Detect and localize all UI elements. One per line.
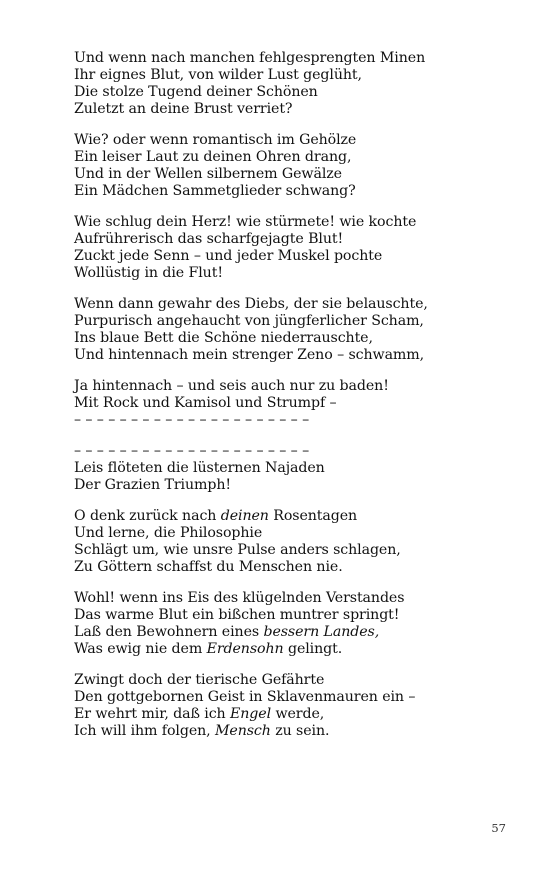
poem-line [74,641,514,658]
line-text: Zwingt doch der tierische Gefährte [74,672,325,688]
poem-line [74,508,514,525]
line-text: Wohl! wenn ins Eis des klügelnden Verstandes [74,590,405,606]
line-text: Rosentagen [268,508,358,524]
line-text: O denk zurück nach [74,508,221,524]
poem-line [74,477,514,494]
line-text: Wie schlug dein Herz! wie stürmete! wie kochte [74,214,417,230]
poem-line [74,84,514,101]
line-text: Ja hintennach – und seis auch nur zu baden! [74,378,389,394]
line-text: Die stolze Tugend deiner Schönen [74,84,318,100]
stanza [74,672,514,740]
poem-line [74,296,514,313]
poem-line [74,378,514,395]
line-text: zu sein. [270,723,330,739]
line-text: – – – – – – – – – – – – – – – – – – – – – [74,412,310,428]
line-text: Laß den Bewohnern eines [74,624,264,640]
poem-line [74,214,514,231]
line-text: Schlägt um, wie unsre Pulse anders schlagen, [74,542,401,558]
poem-line [74,67,514,84]
emphasized-word: bessern Landes, [263,624,380,640]
line-text: Mit Rock und Kamisol und Strumpf – [74,395,337,411]
emphasized-word: Erdensohn [206,641,284,657]
poem-line [74,132,514,149]
poem-line [74,183,514,200]
line-text: Ich will ihm folgen, [74,723,215,739]
poem-line [74,347,514,364]
stanza [74,50,514,118]
line-text: Leis flöteten die lüsternen Najaden [74,460,325,476]
line-text: Er wehrt mir, daß ich [74,706,231,722]
line-text: Zuckt jede Senn – und jeder Muskel pochte [74,248,383,264]
poem-line [74,706,514,723]
poem-line [74,166,514,183]
stanza [74,214,514,282]
poem-line [74,559,514,576]
line-text: Und hintennach mein strenger Zeno – schwamm, [74,347,425,363]
poem-line [74,330,514,347]
page-number: 57 [491,821,506,835]
poem-line [74,624,514,641]
line-text: Ihr eignes Blut, von wilder Lust geglüht, [74,67,362,83]
line-text: Und in der Wellen silbernem Gewälze [74,166,342,182]
poem-line [74,590,514,607]
line-text: Ins blaue Bett die Schöne niederrauschte, [74,330,373,346]
line-text: Ein leiser Laut zu deinen Ohren drang, [74,149,352,165]
line-text: Was ewig nie dem [74,641,207,657]
poem-line [74,395,514,412]
poem-line [74,265,514,282]
stanza [74,590,514,658]
line-text: Ein Mädchen Sammetglieder schwang? [74,183,356,199]
poem-line [74,460,514,477]
poem-line [74,412,514,429]
poem-line [74,231,514,248]
line-text: Wollüstig in die Flut! [74,265,223,281]
emphasized-word: deinen [220,508,269,524]
poem-line [74,607,514,624]
poem-text [74,50,514,754]
line-text: Zuletzt an deine Brust verriet? [74,101,293,117]
poem-line [74,525,514,542]
stanza [74,508,514,576]
stanza [74,296,514,364]
line-text: Purpurisch angehaucht von jüngferlicher Scham, [74,313,424,329]
poem-line [74,101,514,118]
poem-line [74,672,514,689]
poem-line [74,313,514,330]
poem-line [74,723,514,740]
line-text: Und wenn nach manchen fehlgesprengten Minen [74,50,426,66]
line-text: Wenn dann gewahr des Diebs, der sie belauschte, [74,296,428,312]
poem-line [74,149,514,166]
emphasized-word: Mensch [214,723,271,739]
line-text: Den gottgebornen Geist in Sklavenmauren ein – [74,689,416,705]
poem-line [74,689,514,706]
line-text: Zu Göttern schaffst du Menschen nie. [74,559,343,575]
poem-line [74,443,514,460]
poem-line [74,50,514,67]
line-text: Das warme Blut ein bißchen muntrer springt! [74,607,400,623]
emphasized-word: Engel [230,706,272,722]
line-text: Aufrührerisch das scharfgejagte Blut! [74,231,344,247]
line-text: Der Grazien Triumph! [74,477,231,493]
line-text: – – – – – – – – – – – – – – – – – – – – – [74,443,310,459]
poem-line [74,248,514,265]
stanza [74,443,514,494]
line-text: Und lerne, die Philosophie [74,525,263,541]
line-text: gelingt. [283,641,343,657]
line-text: Wie? oder wenn romantisch im Gehölze [74,132,357,148]
stanza [74,378,514,429]
stanza [74,132,514,200]
poem-line [74,542,514,559]
line-text: werde, [271,706,325,722]
